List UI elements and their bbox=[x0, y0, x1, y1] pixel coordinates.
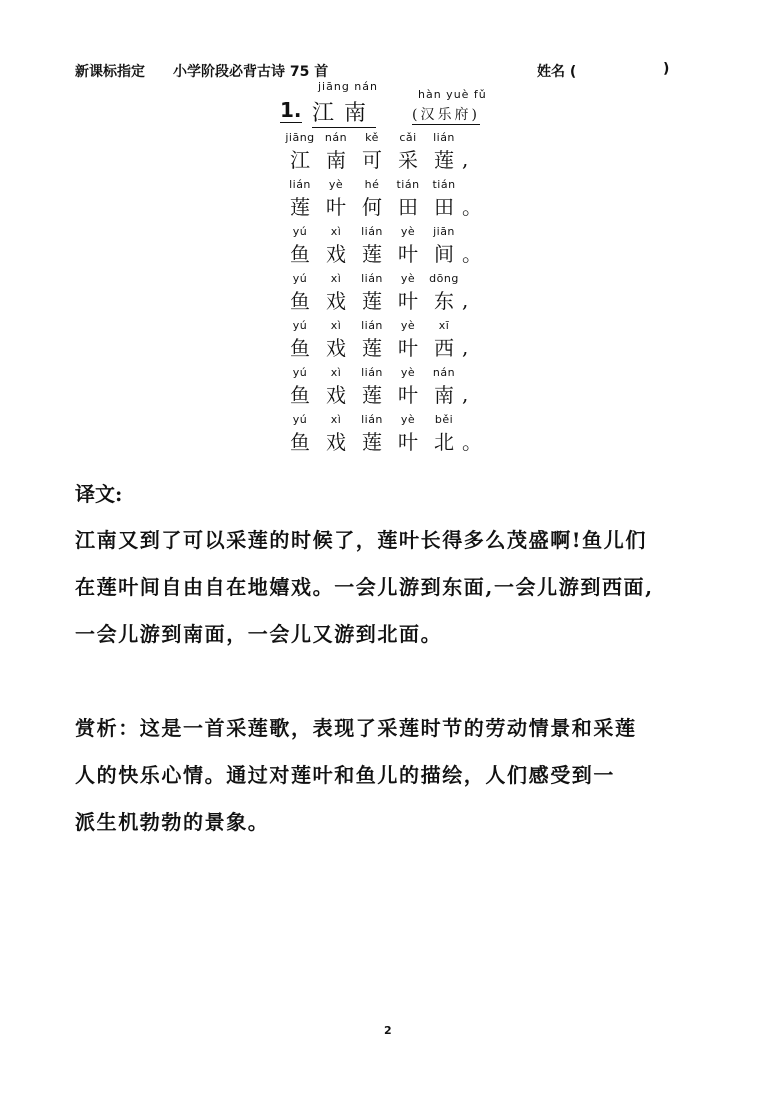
translation-label: 译文: bbox=[75, 482, 123, 506]
poem-pinyin-row bbox=[282, 220, 502, 238]
poem-character: 采 bbox=[398, 148, 418, 172]
pinyin-syllable: xì bbox=[330, 413, 342, 426]
pinyin-syllable: tián bbox=[432, 178, 456, 191]
poem-verse-row bbox=[282, 285, 502, 314]
poem-character: 可 bbox=[362, 148, 382, 172]
poem-character: 莲 bbox=[362, 336, 382, 360]
appreciation-line: 赏析：这是一首采莲歌，表现了采莲时节的劳动情景和采莲 bbox=[75, 716, 637, 740]
translation-line: 一会儿游到南面，一会儿又游到北面。 bbox=[75, 622, 443, 646]
pinyin-syllable: lián bbox=[361, 225, 383, 238]
poem-character: 戏 bbox=[326, 383, 346, 407]
pinyin-syllable: yè bbox=[328, 178, 344, 191]
poem-character: 戏 bbox=[326, 336, 346, 360]
pinyin-syllable: yú bbox=[292, 319, 308, 332]
pinyin-syllable: jiān bbox=[433, 225, 455, 238]
poem-character: 鱼 bbox=[290, 242, 310, 266]
poem-title: 江南 bbox=[312, 96, 376, 128]
verse-punctuation: , bbox=[462, 287, 469, 312]
pinyin-syllable: lián bbox=[433, 131, 455, 144]
pinyin-syllable: lián bbox=[289, 178, 311, 191]
pinyin-syllable: tián bbox=[396, 178, 420, 191]
pinyin-syllable: yè bbox=[400, 272, 416, 285]
poem-pinyin-row bbox=[282, 126, 502, 144]
poem-pinyin-row bbox=[282, 173, 502, 191]
source-pinyin: hàn yuè fǔ bbox=[418, 88, 487, 101]
poem-character: 莲 bbox=[362, 289, 382, 313]
pinyin-syllable: yè bbox=[400, 366, 416, 379]
poem-character: 莲 bbox=[362, 242, 382, 266]
poem-source: (汉乐府) bbox=[412, 104, 480, 125]
pinyin-syllable: lián bbox=[361, 366, 383, 379]
verse-punctuation: , bbox=[462, 381, 469, 406]
poem-character: 鱼 bbox=[290, 336, 310, 360]
poem-character: 莲 bbox=[362, 383, 382, 407]
student-name-close: ) bbox=[663, 61, 670, 77]
pinyin-syllable: lián bbox=[361, 319, 383, 332]
pinyin-syllable: lián bbox=[361, 413, 383, 426]
poem-character: 江 bbox=[290, 148, 310, 172]
poem-character: 何 bbox=[362, 195, 382, 219]
poem-character: 叶 bbox=[398, 430, 418, 454]
appreciation-line: 派生机勃勃的景象。 bbox=[75, 810, 270, 834]
poem-character: 叶 bbox=[398, 289, 418, 313]
poem-character: 西 bbox=[434, 336, 454, 360]
pinyin-syllable: yú bbox=[292, 225, 308, 238]
pinyin-syllable: cǎi bbox=[399, 131, 417, 144]
pinyin-syllable: lián bbox=[361, 272, 383, 285]
poem-character: 戏 bbox=[326, 289, 346, 313]
poem-character: 田 bbox=[398, 195, 418, 219]
poem-body bbox=[282, 126, 502, 455]
pinyin-syllable: xì bbox=[330, 366, 342, 379]
translation-line: 江南又到了可以采莲的时候了，莲叶长得多么茂盛啊!鱼儿们 bbox=[75, 528, 647, 552]
poem-character: 戏 bbox=[326, 430, 346, 454]
verse-punctuation: 。 bbox=[462, 195, 482, 219]
poem-pinyin-row bbox=[282, 361, 502, 379]
header-collection: 小学阶段必背古诗 75 首 bbox=[173, 64, 329, 80]
page-number: 2 bbox=[384, 1024, 392, 1037]
poem-character: 间 bbox=[434, 242, 454, 266]
translation-line: 在莲叶间自由自在地嬉戏。一会儿游到东面,一会儿游到西面, bbox=[75, 575, 654, 599]
pinyin-syllable: yú bbox=[292, 366, 308, 379]
poem-character: 戏 bbox=[326, 242, 346, 266]
poem-verse-row bbox=[282, 426, 502, 455]
pinyin-syllable: hé bbox=[364, 178, 380, 191]
poem-character: 莲 bbox=[290, 195, 310, 219]
pinyin-syllable: nán bbox=[432, 366, 456, 379]
verse-punctuation: 。 bbox=[462, 430, 482, 454]
poem-number: 1. bbox=[280, 98, 302, 122]
poem-verse-row bbox=[282, 332, 502, 361]
student-name-label: 姓名 ( bbox=[537, 64, 577, 80]
poem-character: 鱼 bbox=[290, 430, 310, 454]
pinyin-syllable: xī bbox=[438, 319, 450, 332]
appreciation-line: 人的快乐心情。通过对莲叶和鱼儿的描绘，人们感受到一 bbox=[75, 763, 615, 787]
pinyin-syllable: xì bbox=[330, 225, 342, 238]
pinyin-syllable: běi bbox=[434, 413, 454, 426]
poem-verse-row bbox=[282, 144, 502, 173]
poem-character: 叶 bbox=[398, 383, 418, 407]
poem-character: 莲 bbox=[362, 430, 382, 454]
poem-character: 田 bbox=[434, 195, 454, 219]
pinyin-syllable: dōng bbox=[429, 272, 459, 285]
poem-character: 东 bbox=[434, 289, 454, 313]
poem-character: 莲 bbox=[434, 148, 454, 172]
pinyin-syllable: xì bbox=[330, 272, 342, 285]
pinyin-syllable: yè bbox=[400, 319, 416, 332]
pinyin-syllable: yè bbox=[400, 413, 416, 426]
pinyin-syllable: yú bbox=[292, 272, 308, 285]
pinyin-syllable: jiāng bbox=[285, 131, 315, 144]
poem-character: 北 bbox=[434, 430, 454, 454]
pinyin-syllable: kě bbox=[365, 131, 379, 144]
pinyin-syllable: yú bbox=[292, 413, 308, 426]
poem-character: 南 bbox=[326, 148, 346, 172]
poem-verse-row bbox=[282, 379, 502, 408]
pinyin-syllable: yè bbox=[400, 225, 416, 238]
verse-punctuation: , bbox=[462, 334, 469, 359]
poem-character: 叶 bbox=[398, 336, 418, 360]
poem-character: 叶 bbox=[326, 195, 346, 219]
poem-character: 叶 bbox=[398, 242, 418, 266]
poem-character: 南 bbox=[434, 383, 454, 407]
verse-punctuation: 。 bbox=[462, 242, 482, 266]
header-series: 新课标指定 bbox=[75, 64, 145, 80]
title-pinyin: jiāng nán bbox=[318, 80, 378, 93]
poem-pinyin-row bbox=[282, 408, 502, 426]
poem-character: 鱼 bbox=[290, 383, 310, 407]
poem-verse-row bbox=[282, 191, 502, 220]
pinyin-syllable: nán bbox=[324, 131, 348, 144]
poem-character: 鱼 bbox=[290, 289, 310, 313]
poem-title-block bbox=[270, 80, 530, 130]
pinyin-syllable: xì bbox=[330, 319, 342, 332]
poem-pinyin-row bbox=[282, 314, 502, 332]
verse-punctuation: , bbox=[462, 146, 469, 171]
poem-verse-row bbox=[282, 238, 502, 267]
poem-pinyin-row bbox=[282, 267, 502, 285]
